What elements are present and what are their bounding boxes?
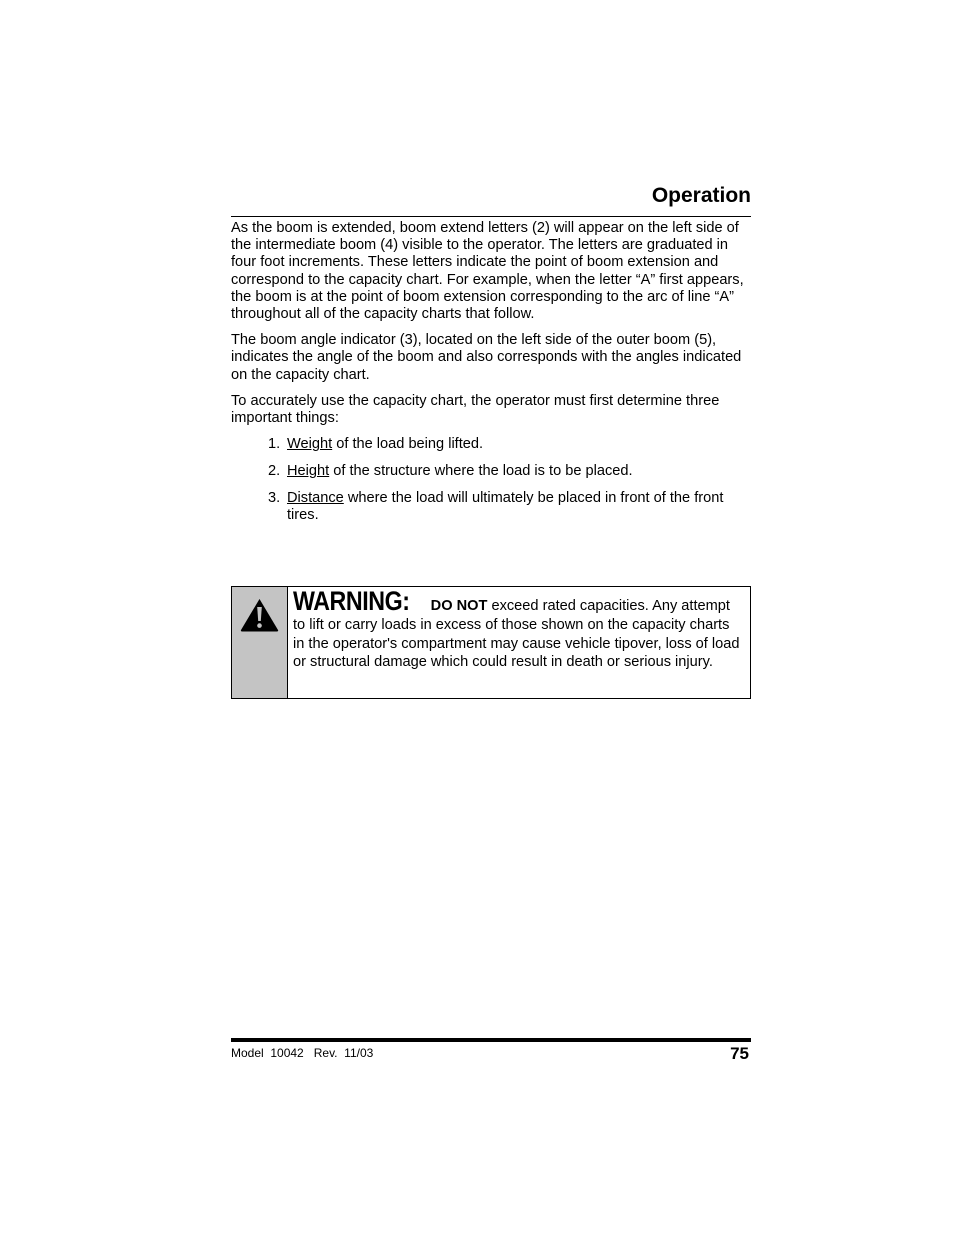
body-text: [231, 220, 751, 534]
footer-model-revision: Model 10042 Rev. 11/03: [231, 1046, 374, 1060]
list-item: [231, 436, 751, 453]
section-title: Operation: [651, 184, 751, 207]
list-text: where the load will ultimately be placed in front of the front tires.: [287, 489, 724, 523]
warning-emphasis: DO NOT: [430, 598, 488, 614]
list-text: of the structure where the load is to be placed.: [329, 462, 633, 479]
list-number: 3.: [268, 489, 281, 506]
title-rule: [231, 216, 751, 217]
manual-page: [231, 0, 751, 1235]
paragraph-boom-angle: The boom angle indicator (3), located on the left side of the outer boom (5), indicates the angle of the boom and also corresponds with the angles indicated on the capacity chart.: [231, 332, 742, 383]
list-item: [231, 463, 751, 480]
list-term: Height: [287, 462, 330, 479]
footer-rule: [231, 1038, 751, 1042]
warning-label: WARNING:: [293, 586, 410, 616]
determination-list: [231, 436, 751, 524]
warning-triangle-icon: [239, 597, 280, 633]
warning-text: exceed rated capacities. Any attempt to lift or carry loads in excess of those shown on the capacity charts in the operator's compartment may cause vehicle tipover, loss of load or structural damage which could result in death or serious injury.: [293, 598, 740, 671]
list-number: 2.: [268, 462, 281, 479]
page-number: 75: [730, 1044, 749, 1063]
warning-content: [288, 587, 750, 698]
list-number: 1.: [268, 436, 281, 453]
list-term: Weight: [287, 436, 333, 453]
list-text: of the load being lifted.: [332, 436, 484, 453]
paragraph-boom-letters: As the boom is extended, boom extend letters (2) will appear on the left side of the intermediate boom (4) visible to the operator. The letters are graduated in four foot increments. These letters indicate the point of boom extension and correspond to the capacity chart. For example, when the letter “A” first appears, the boom is at the point of boom extension corresponding to the arc of line “A” throughout all of the capacity charts that follow.: [231, 220, 744, 323]
list-term: Distance: [287, 489, 344, 506]
warning-box: [231, 586, 751, 699]
list-item: [231, 490, 751, 524]
warning-icon-panel: [232, 587, 288, 698]
paragraph-capacity-chart: To accurately use the capacity chart, the operator must first determine three important things:: [231, 392, 720, 427]
